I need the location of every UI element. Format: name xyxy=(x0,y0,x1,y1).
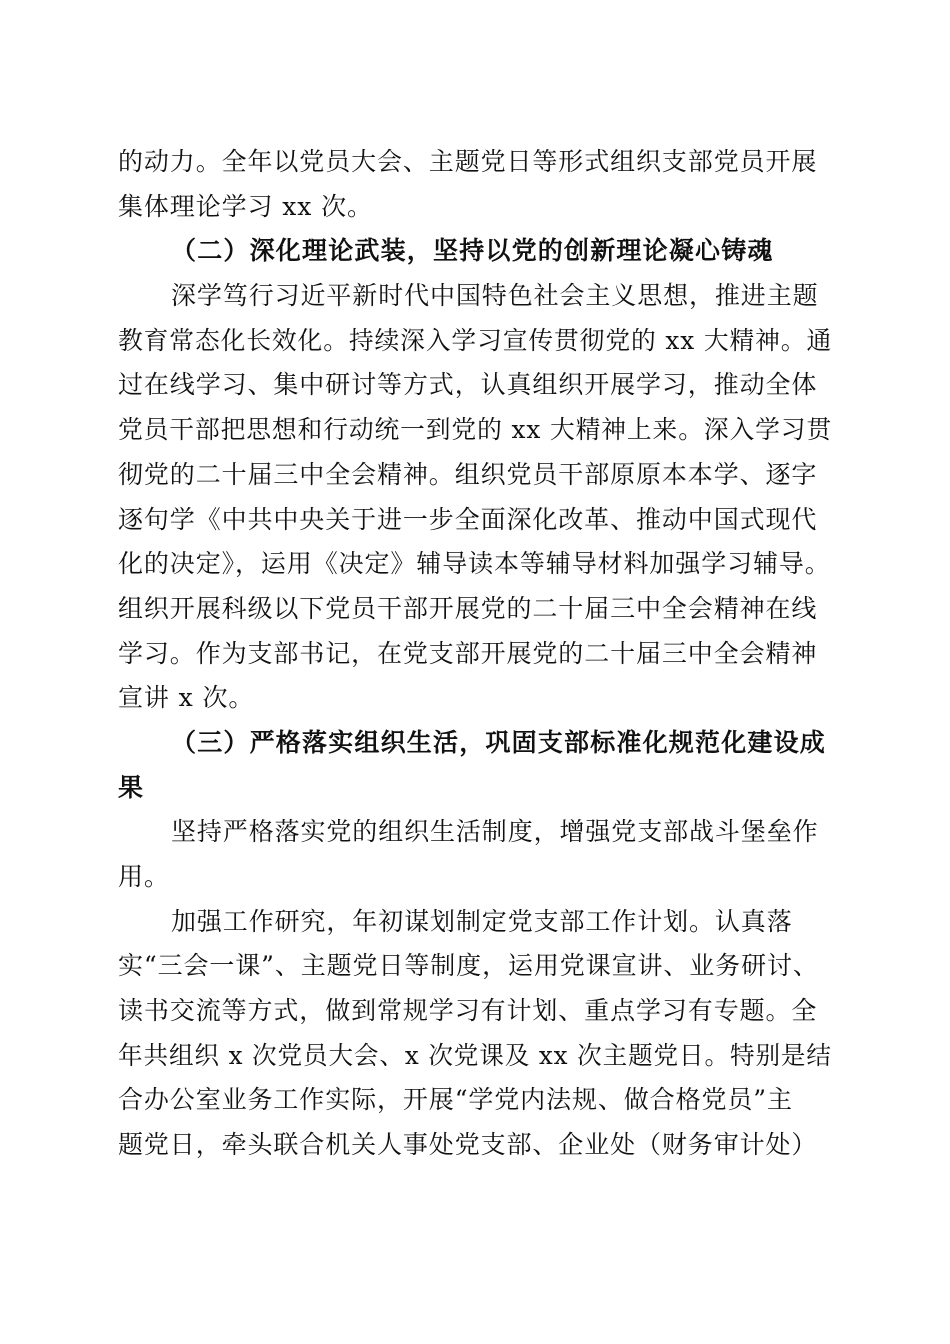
section-heading-line: （二）深化理论武装，坚持以党的创新理论凝心铸魂 xyxy=(171,236,774,266)
body-text-line: 加强工作研究，年初谋划制定党支部工作计划。认真落 xyxy=(171,906,793,936)
body-text-line: 过在线学习、集中研讨等方式，认真组织开展学习，推动全体 xyxy=(118,370,818,400)
body-text-line: 集体理论学习 xx 次。 xyxy=(118,191,373,221)
body-text-line: 题党日，牵头联合机关人事处党支部、企业处（财务审计处） xyxy=(118,1130,818,1160)
document-page xyxy=(118,140,832,1168)
body-text-line: 彻党的二十届三中全会精神。组织党员干部原原本本学、逐字 xyxy=(118,459,818,489)
body-text-line: 党员干部把思想和行动统一到党的 xx 大精神上来。深入学习贯 xyxy=(118,415,833,445)
body-text-line: 逐句学《中共中央关于进一步全面深化改革、推动中国式现代 xyxy=(118,504,818,534)
body-text-line: 化的决定》，运用《决定》辅导读本等辅导材料加强学习辅导。 xyxy=(118,549,831,579)
body-text-line: 深学笃行习近平新时代中国特色社会主义思想，推进主题 xyxy=(171,281,819,311)
section-heading-line: （三）严格落实组织生活，巩固支部标准化规范化建设成 xyxy=(171,727,827,757)
body-text-line: 实“三会一课”、主题党日等制度，运用党课宣讲、业务研讨、 xyxy=(118,951,819,981)
body-text-line: 坚持严格落实党的组织生活制度，增强党支部战斗堡垒作 xyxy=(171,817,819,847)
body-text-line: 合办公室业务工作实际，开展“学党内法规、做合格党员”主 xyxy=(118,1085,793,1115)
body-text-line: 用。 xyxy=(118,862,170,891)
body-text-line: 宣讲 x 次。 xyxy=(118,683,255,713)
body-text-line: 组织开展科级以下党员干部开展党的二十届三中全会精神在线 xyxy=(118,593,818,623)
body-text-line: 学习。作为支部书记，在党支部开展党的二十届三中全会精神 xyxy=(118,638,818,668)
body-text-line: 读书交流等方式，做到常规学习有计划、重点学习有专题。全 xyxy=(118,996,818,1026)
section-heading-line: 果 xyxy=(118,772,145,802)
body-text-line: 教育常态化长效化。持续深入学习宣传贯彻党的 xx 大精神。通 xyxy=(118,325,833,355)
body-text-line: 的动力。全年以党员大会、主题党日等形式组织支部党员开展 xyxy=(118,147,818,176)
body-text-line: 年共组织 x 次党员大会、x 次党课及 xx 次主题党日。特别是结 xyxy=(118,1040,832,1070)
